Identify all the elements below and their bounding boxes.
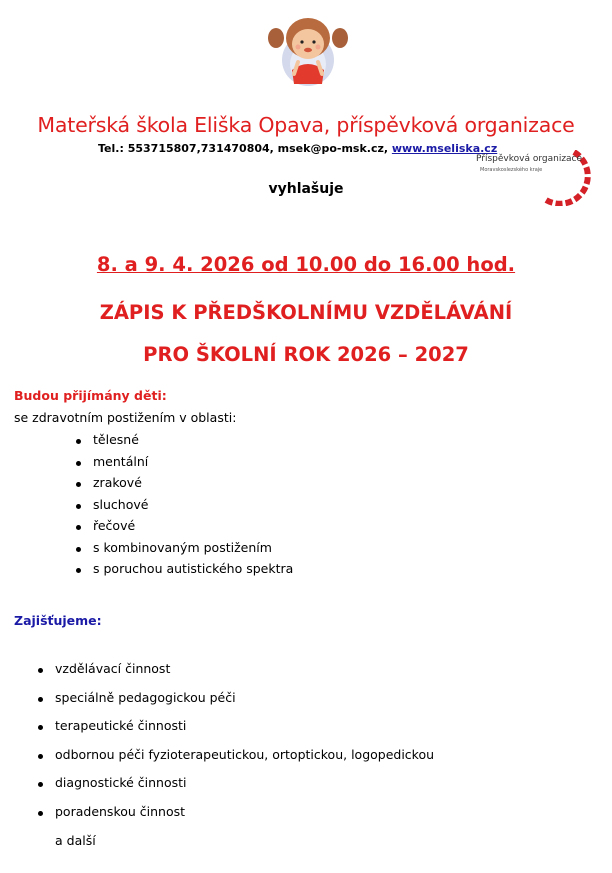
services-more: a další (55, 833, 96, 848)
list-item: terapeutické činnosti (55, 718, 434, 747)
girl-illustration-icon (262, 8, 354, 88)
services-list (55, 661, 434, 832)
contact-label: Tel.: (98, 142, 124, 155)
school-year-title: PRO ŠKOLNÍ ROK 2026 – 2027 (143, 343, 469, 366)
bullet-icon (38, 725, 43, 730)
school-name: Mateřská škola Eliška Opava, příspěvková organizace (37, 113, 575, 137)
list-item: sluchové (93, 497, 293, 519)
list-item: řečové (93, 518, 293, 540)
enrollment-title: ZÁPIS K PŘEDŠKOLNÍMU VZDĚLÁVÁNÍ (99, 301, 513, 324)
bullet-icon (76, 482, 81, 487)
bullet-icon (38, 754, 43, 759)
bullet-icon (76, 547, 81, 552)
website-link[interactable]: www.mseliska.cz (391, 142, 498, 155)
bullet-icon (76, 504, 81, 509)
admission-list (93, 432, 293, 583)
services-heading: Zajišťujeme: (14, 613, 102, 628)
bullet-icon (76, 439, 81, 444)
bullet-icon (38, 782, 43, 787)
list-item: poradenskou činnost (55, 804, 434, 833)
list-item: diagnostické činnosti (55, 775, 434, 804)
list-item: speciálně pedagogickou péči (55, 690, 434, 719)
list-item: zrakové (93, 475, 293, 497)
admission-subheading: se zdravotním postižením v oblasti: (14, 410, 237, 425)
bullet-icon (76, 461, 81, 466)
bullet-icon (38, 811, 43, 816)
bullet-icon (38, 668, 43, 673)
list-item: odbornou péči fyzioterapeutickou, ortoptickou, logopedickou (55, 747, 434, 776)
bullet-icon (76, 568, 81, 573)
announces-text: vyhlašuje (268, 181, 344, 197)
org-badge-line2: Moravskoslezského kraje (480, 167, 543, 173)
list-item: s poruchou autistického spektra (93, 561, 293, 583)
list-item: mentální (93, 454, 293, 476)
list-item: s kombinovaným postižením (93, 540, 293, 562)
contact-details: 553715807,731470804, msek@po-msk.cz, (127, 142, 392, 155)
list-item: vzdělávací činnost (55, 661, 434, 690)
enrollment-date: 8. a 9. 4. 2026 od 10.00 do 16.00 hod. (96, 253, 516, 276)
bullet-icon (76, 525, 81, 530)
bullet-icon (38, 697, 43, 702)
admission-heading: Budou přijímány děti: (14, 388, 167, 403)
org-badge-line1: Příspěvková organizace (476, 154, 583, 164)
list-item: tělesné (93, 432, 293, 454)
contact-line (98, 142, 497, 155)
